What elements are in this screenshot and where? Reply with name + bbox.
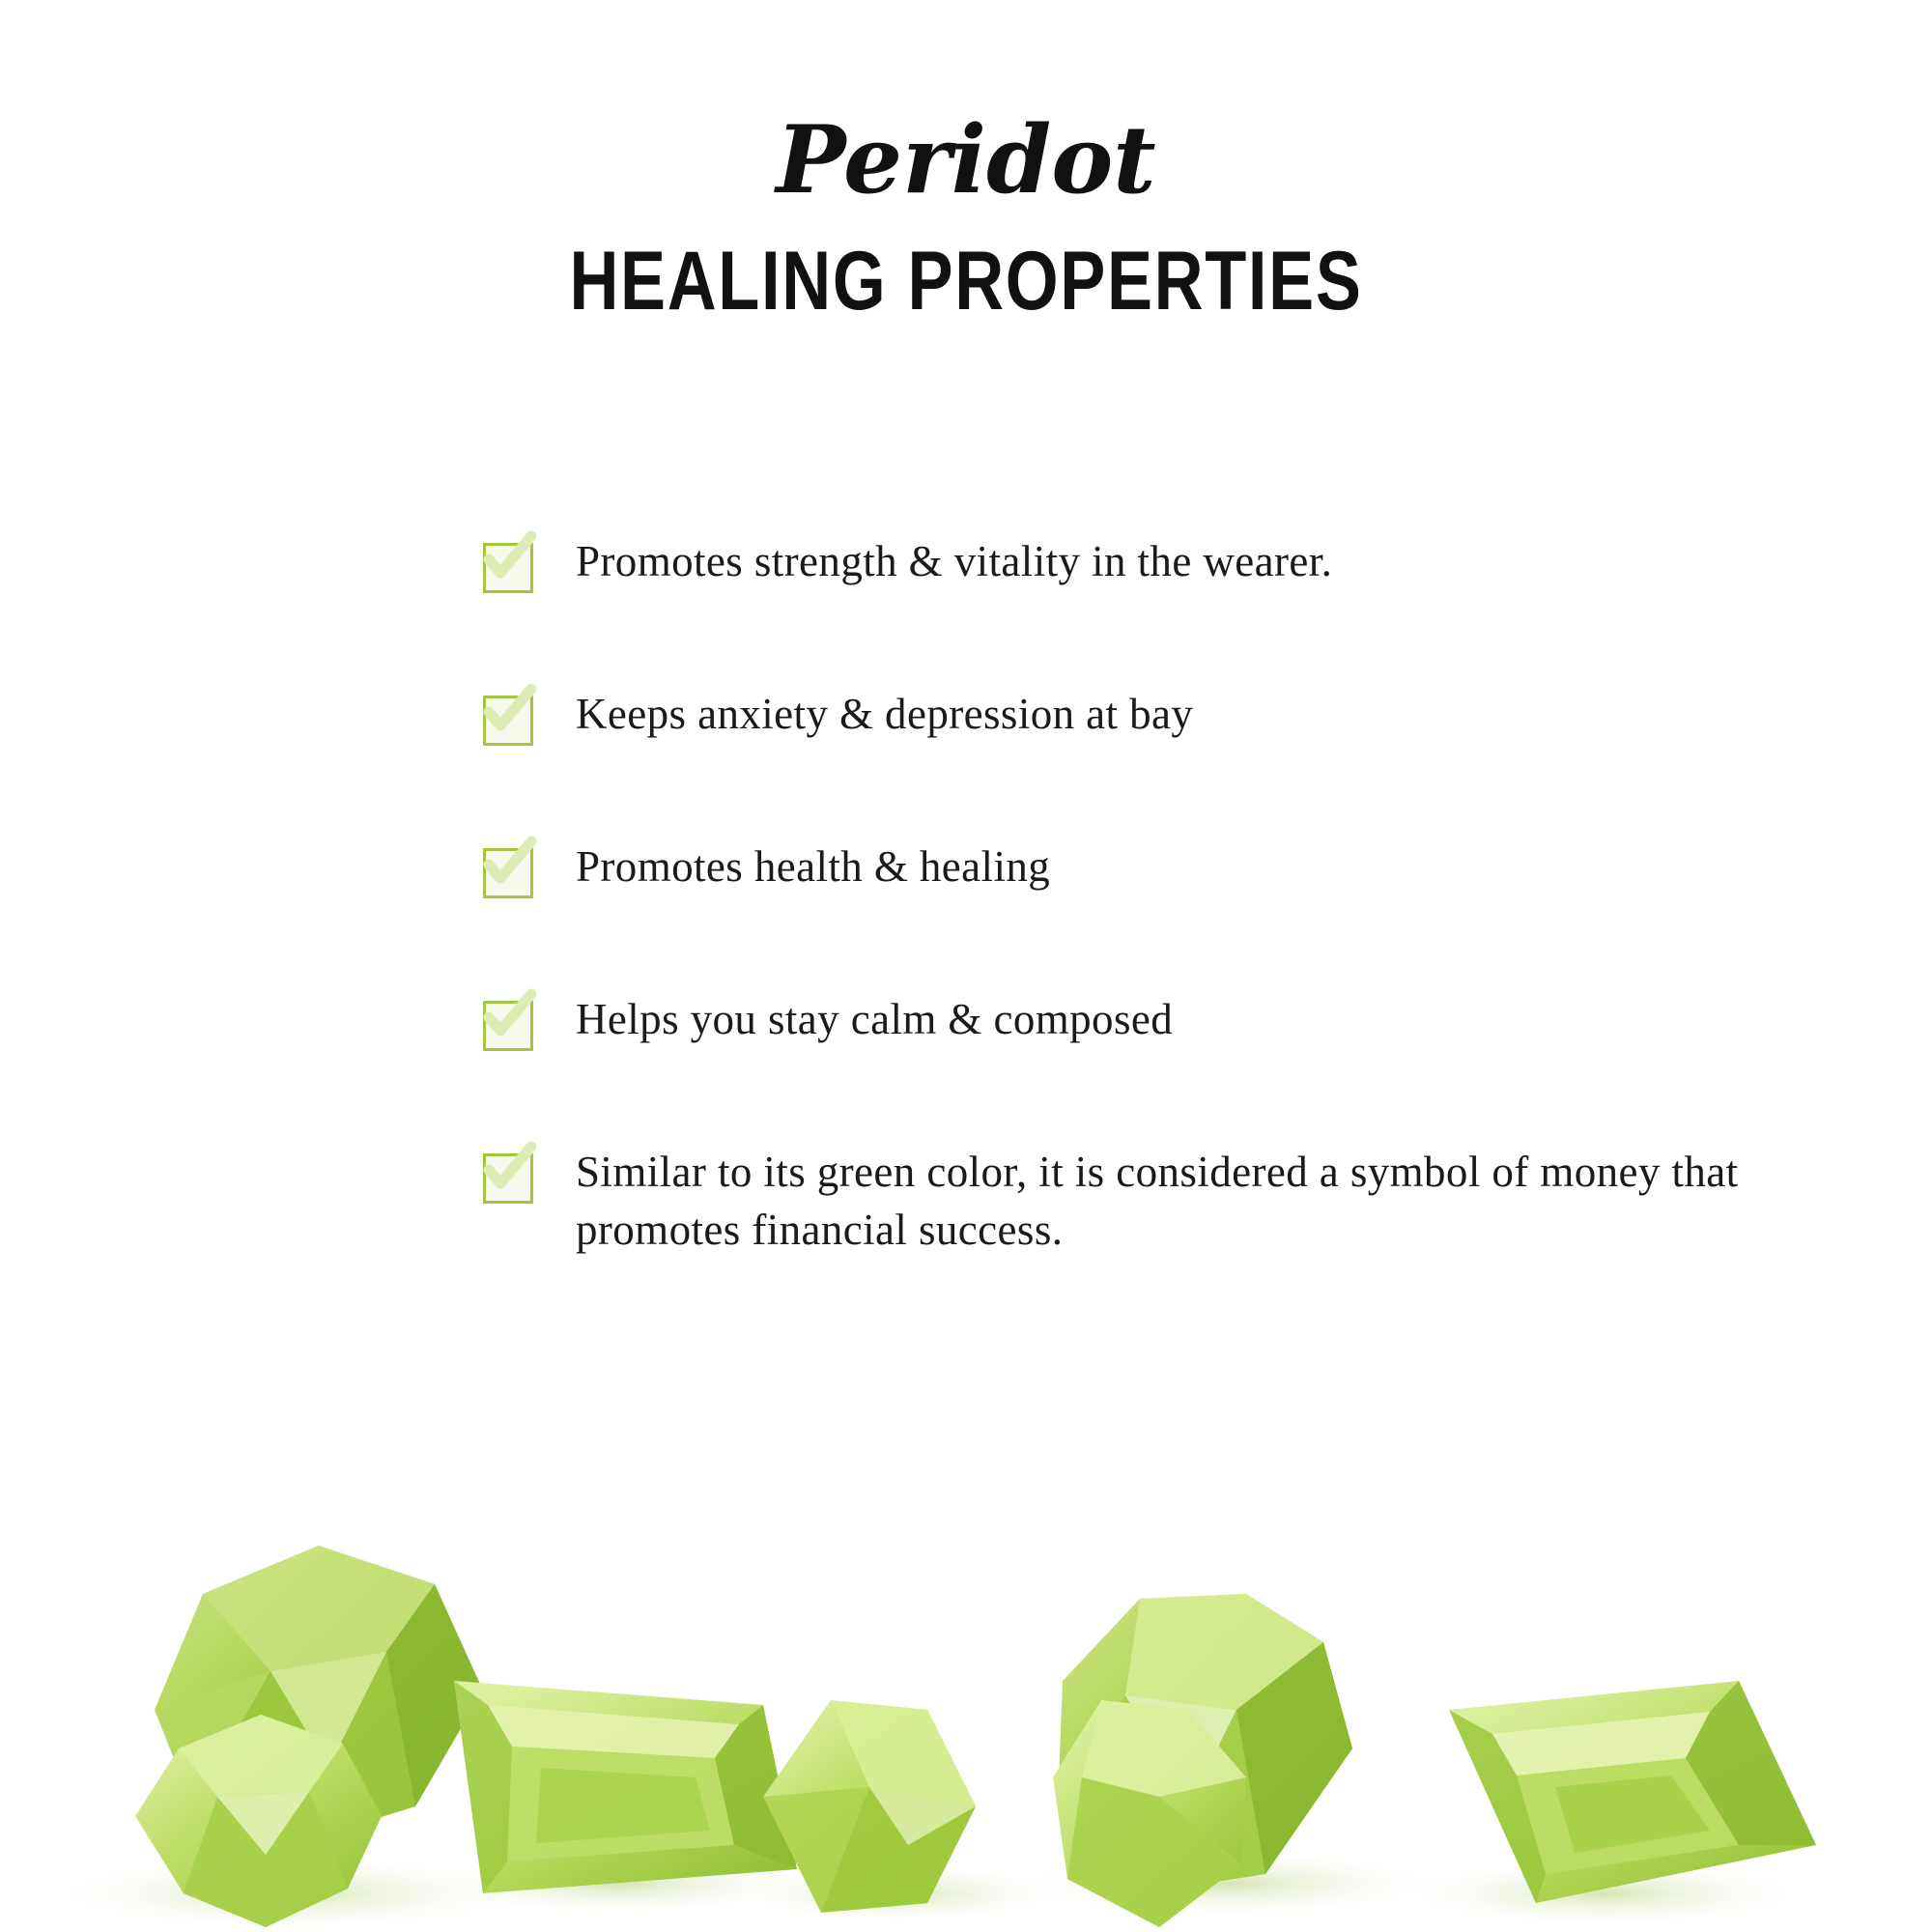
list-item-label: Promotes strength & vitality in the wearer.: [576, 537, 1333, 585]
list-item: [483, 838, 1797, 898]
list-item: [483, 991, 1797, 1051]
list-item-label: Similar to its green color, it is considered a symbol of money that promotes financial success.: [576, 1148, 1739, 1254]
list-item-label: Keeps anxiety & depression at bay: [576, 690, 1194, 738]
checkbox-checked-icon: [483, 543, 533, 593]
list-item-label: Promotes health & healing: [576, 842, 1051, 891]
list-item: [483, 1144, 1797, 1260]
healing-properties-list: [483, 533, 1797, 1260]
page-title-main: HEALING PROPERTIES: [569, 235, 1363, 327]
list-item-label: Helps you stay calm & composed: [576, 995, 1174, 1043]
checkbox-checked-icon: [483, 1153, 533, 1204]
checkbox-checked-icon: [483, 848, 533, 898]
checkbox-checked-icon: [483, 1001, 533, 1051]
gem-emerald-cut: [454, 1681, 797, 1893]
page-title-script: Peridot: [776, 105, 1156, 214]
list-item: [483, 533, 1797, 593]
checkbox-checked-icon: [483, 696, 533, 746]
list-item: [483, 686, 1797, 746]
peridot-gemstones-image: [0, 1391, 1932, 1932]
page-header: [0, 0, 1932, 327]
